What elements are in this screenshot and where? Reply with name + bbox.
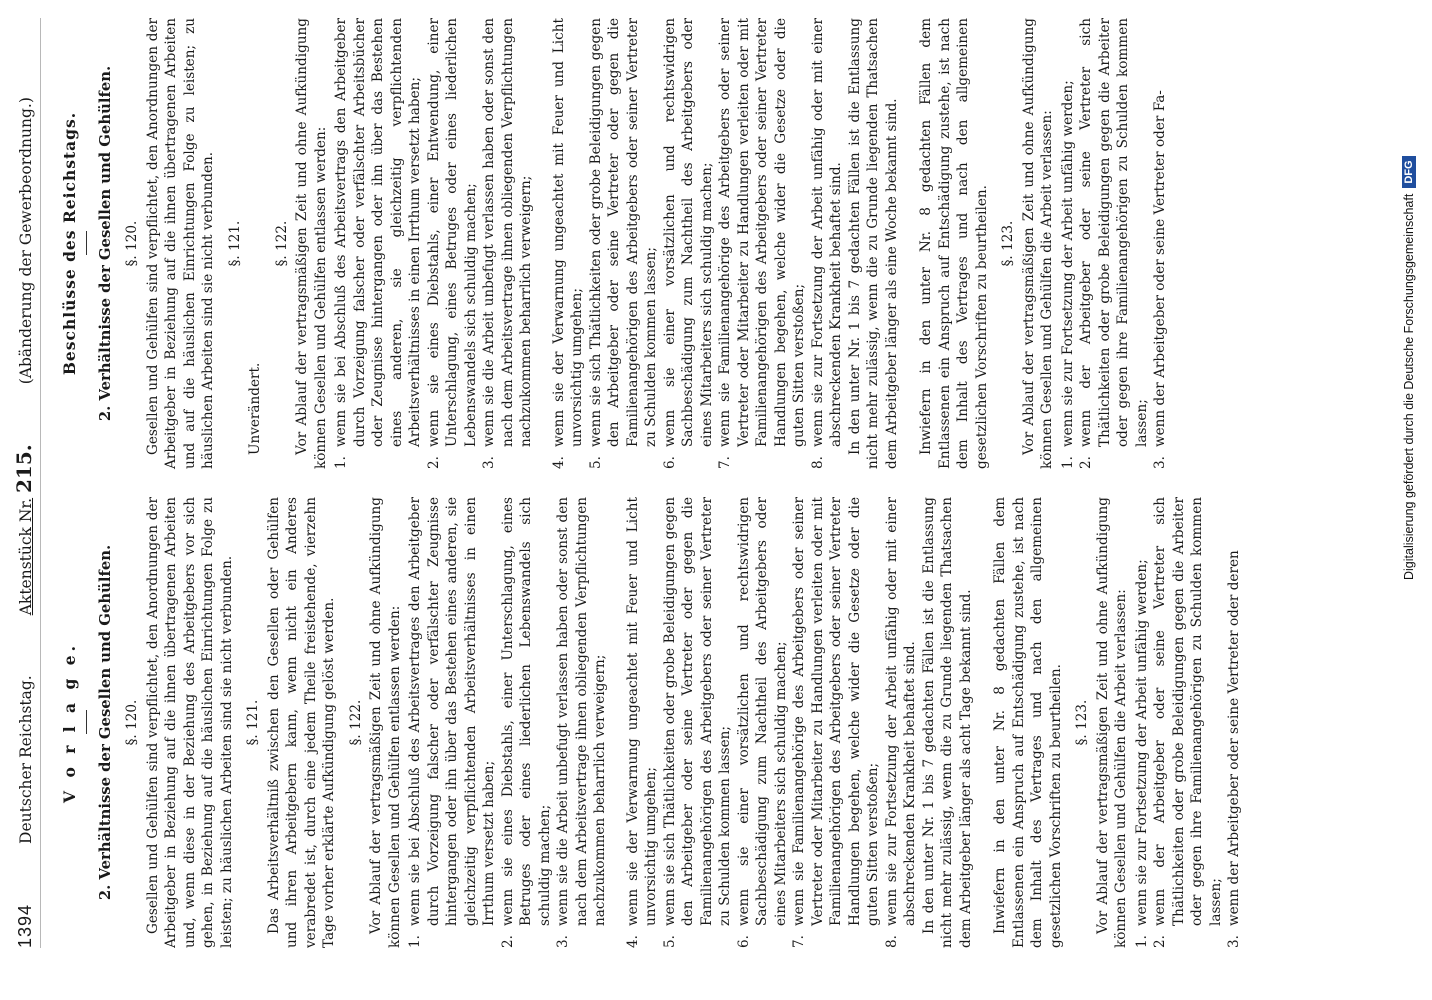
paragraph-intro-123: Vor Ablauf der vertragsmäßigen Zeit und ohne Aufkündigung können Gesellen und Gehülfen die Arbeit verlassen:: [1094, 497, 1129, 948]
item-number: 5.: [587, 456, 604, 469]
paragraph-intro-122: Vor Ablauf der vertragsmäßigen Zeit und ohne Aufkündigung können Gesellen und Gehülfen entlassen werden:: [294, 18, 329, 469]
paragraph-after2-122: Inwiefern in den unter Nr. 8 gedachten Fällen dem Entlassenen ein Anspruch auf Entschädigung zustehe, ist nach dem Inhalt des Vertrages und nach den allgemeinen gesetzlichen Vorschriften zu beurtheilen.: [918, 18, 990, 469]
item-text: wenn sie zur Fortsetzung der Arbeit unfähig oder mit einer abschreckenden Krankheit behaftet sind.: [883, 497, 918, 926]
paragraph-label-123: §. 123.: [1000, 220, 1016, 267]
page-header: [12, 18, 41, 948]
item-text: wenn der Arbeitgeber oder seine Vertreter oder deren: [1226, 550, 1242, 926]
heading-rule: [86, 711, 87, 735]
item-number: 3.: [555, 935, 571, 948]
list-item: [1059, 18, 1078, 469]
item-number: 6.: [661, 456, 678, 469]
list-item: [661, 18, 717, 469]
paragraph-label-120: §. 120.: [124, 699, 140, 746]
paragraph-label-121: §. 121.: [226, 220, 243, 267]
column-heading-beschluesse: Beschlüsse des Reichstags.: [60, 111, 79, 376]
paragraph-text-120: Gesellen und Gehülfen sind verpflichtet, den Anordnungen der Arbeitgeber in Beziehung auf die ihnen übertragenen Arbeiten und, wenn diese in der Beziehung des Arbeitgebers vor sich gehen, in Beziehung auf die häuslichen Einrichtungen Folge zu leisten; zu häuslichen Arbeiten sind sie nicht verbunden.: [144, 497, 235, 948]
list-item: [1151, 18, 1170, 469]
list-item: [809, 18, 846, 469]
paragraph-label-120: §. 120.: [124, 220, 140, 267]
item-number: 4.: [550, 456, 567, 469]
list-item: [499, 497, 555, 948]
list-item: [550, 18, 587, 469]
list-item: [790, 497, 883, 948]
paragraph-text-121: Unverändert.: [247, 362, 263, 455]
list-item: [1077, 18, 1151, 469]
column-beschluesse: [61, 18, 1244, 469]
two-column-body: [61, 18, 1244, 948]
list-item: [406, 497, 499, 948]
item-text: wenn sie zur Fortsetzung der Arbeit unfähig oder mit einer abschreckenden Krankheit behaftet sind.: [809, 18, 844, 447]
paragraph-after-122: In den unter Nr. 1 bis 7 gedachten Fällen ist die Entlassung nicht mehr zulässig, wenn die zu Grunde liegenden Thatsachen dem Arbeitgeber länger als eine Woche bekannt sind.: [846, 18, 900, 469]
publication-title: Deutscher Reichstag.: [17, 675, 35, 844]
item-number: 1.: [407, 935, 423, 948]
paragraph-label-122: §. 122.: [347, 699, 364, 746]
list-item: [332, 18, 425, 469]
list-123: [1133, 497, 1244, 948]
spacer: [536, 18, 550, 469]
digitization-credit: [1402, 20, 1416, 580]
item-text: wenn sie bei Abschluß des Arbeitsvertrages den Arbeitgeber durch Vorzeigung falscher oder verfälschter Zeugnisse hintergangen oder ihn über das Bestehen eines anderen, sie gleichzeitig verpflichtenden Arbeitsverhältnisses in einen Irrthum versetzt haben;: [407, 497, 497, 926]
paragraph-after2-122: Inwiefern in den unter Nr. 8 gedachten Fällen dem Entlassenen ein Anspruch auf Entschädigung zustehe, ist nach dem Inhalt des Vertrages und nach den allgemeinen gesetzlichen Vorschriften zu beurtheilen.: [992, 497, 1064, 948]
item-text: wenn sie der Verwarnung ungeachtet mit Feuer und Licht unvorsichtig umgehen;: [550, 18, 585, 447]
list-item: [1133, 497, 1152, 948]
item-number: 2.: [1078, 456, 1094, 469]
page-content: [12, 18, 1400, 948]
item-text: wenn sie Familienangehörige des Arbeitgebers oder seiner Vertreter oder Mitarbeiter zu Handlungen verleiten oder mit Familienangehörigen des Arbeitgebers oder seiner Vertreter Handlungen begehen, welche wider die Gesetze oder die guten Sitten verstoßen;: [791, 497, 881, 926]
dfg-logo: DFG: [1402, 156, 1416, 187]
list-item: [1225, 497, 1244, 948]
item-text: wenn der Arbeitgeber oder seine Vertreter sich Thätlichkeiten oder grobe Beleidigungen gegen die Arbeiter oder gegen ihre Familienangehörigen zu Schulden kommen lassen;: [1078, 18, 1150, 447]
paragraph-label-122: §. 122.: [273, 220, 290, 267]
section-title: 2. Verhältnisse der Gesellen und Gehülfen.: [96, 65, 114, 422]
paragraph-intro-123: Vor Ablauf der vertragsmäßigen Zeit und ohne Aufkündigung können Gesellen und Gehülfen die Arbeit verlassen:: [1020, 18, 1055, 469]
item-number: 5.: [661, 935, 678, 948]
page-number: 1394: [15, 903, 35, 948]
item-text: wenn der Arbeitgeber oder seine Vertreter oder Fa-: [1152, 90, 1168, 447]
section-title: 2. Verhältnisse der Gesellen und Gehülfen.: [96, 544, 114, 901]
item-text: wenn sie sich Thätlichkeiten oder grobe Beleidigungen gegen den Arbeitgeber oder seine Vertreter oder gegen die Familienangehörigen des Arbeitgebers oder seiner Vertreter zu Schulden kommen lassen;: [587, 18, 659, 447]
column-vorlage: [61, 497, 1244, 948]
item-text: wenn sie eines Diebstahls, einer Entwendung, einer Unterschlagung, eines Betruges oder eines liederlichen Lebenswandels sich schuldig machen;: [425, 18, 479, 447]
item-text: wenn sie eines Diebstahls, einer Unterschlagung, eines Betruges oder eines liederlichen Lebenswandels sich schuldig machen;: [499, 497, 553, 926]
item-number: 1.: [1059, 456, 1076, 469]
column-heading-vorlage: V o r l a g e.: [60, 642, 79, 803]
item-number: 1.: [333, 456, 349, 469]
file-number: 215.: [12, 444, 36, 493]
item-text: wenn sie zur Fortsetzung der Arbeit unfähig werden;: [1133, 559, 1150, 926]
spacer: [610, 497, 624, 948]
list-122: [332, 18, 846, 469]
list-item: [716, 18, 809, 469]
item-text: wenn sie sich Thätlichkeiten oder grobe Beleidigungen gegen den Arbeitgeber oder seine Vertreter oder gegen die Familienangehörigen des Arbeitgebers oder seiner Vertreter zu Schulden kommen lassen;: [661, 497, 733, 926]
item-text: wenn sie bei Abschluß des Arbeitsvertrags den Arbeitgeber durch Vorzeigung falscher oder verfälschter Arbeitsbücher oder Zeugnisse hintergangen oder ihn über das Bestehen eines anderen, sie gleichzeitig verpflichtenden Arbeitsverhältnisses in einen Irrthum versetzt haben;: [333, 18, 423, 447]
file-reference: [12, 444, 36, 615]
list-item: [480, 18, 536, 469]
item-number: 7.: [791, 935, 807, 948]
item-number: 7.: [717, 456, 733, 469]
spacer: [903, 18, 917, 469]
heading-rule: [86, 232, 87, 256]
item-number: 6.: [735, 935, 752, 948]
list-122: [406, 497, 920, 948]
item-text: wenn sie Familienangehörige des Arbeitgebers oder seiner Vertreter oder Mitarbeiter zu Handlungen verleiten oder mit Familienangehörigen des Arbeitgebers oder seiner Vertreter Handlungen begehen, welche wider die Gesetze oder die guten Sitten verstoßen;: [717, 18, 807, 447]
item-number: 2.: [1152, 935, 1168, 948]
item-text: wenn der Arbeitgeber oder seine Vertreter sich Thätlichkeiten oder grobe Beleidigungen gegen die Arbeiter oder gegen ihre Familienangehörigen zu Schulden kommen lassen;: [1152, 497, 1224, 926]
credit-text: Digitalisierung gefördert durch die Deutsche Forschungsgemeinschaft: [1402, 193, 1416, 580]
item-number: 8.: [809, 456, 826, 469]
item-number: 3.: [481, 456, 497, 469]
paragraph-label-123: §. 123.: [1074, 699, 1090, 746]
list-item: [883, 497, 920, 948]
paragraph-label-121: §. 121.: [245, 699, 261, 746]
list-item: [661, 497, 735, 948]
spacer: [977, 497, 991, 948]
list-item: [587, 18, 661, 469]
paragraph-text-120: Gesellen und Gehülfen sind verpflichtet, den Anordnungen der Arbeitgeber in Beziehung auf die ihnen übertragenen Arbeiten und auf die häuslichen Einrichtungen Folge zu leisten; zu häuslichen Arbeiten sind sie nicht verbunden.: [144, 18, 216, 469]
document-subject: (Abänderung der Gewerbeordnung.): [17, 97, 35, 385]
list-item: [624, 497, 661, 948]
item-text: wenn sie der Verwarnung ungeachtet mit Feuer und Licht unvorsichtig umgehen;: [624, 497, 659, 926]
item-text: wenn sie zur Fortsetzung der Arbeit unfähig werden;: [1059, 80, 1076, 447]
item-number: 8.: [883, 935, 900, 948]
item-number: 2.: [499, 935, 516, 948]
file-label: Aktenstück Nr.: [17, 497, 35, 616]
paragraph-text-121: Das Arbeitsverhältniß zwischen den Gesellen oder Gehülfen und ihren Arbeitgebern kann, wenn nicht ein Anderes verabredet ist, durch eine jedem Theile freistehende, vierzehn Tage vorher erklärte Aufkündigung gelöst werden.: [265, 497, 337, 948]
item-number: 3.: [1226, 935, 1242, 948]
item-number: 4.: [624, 935, 641, 948]
item-text: wenn sie einer vorsätzlichen und rechtswidrigen Sachbeschädigung zum Nachtheil des Arbeitgebers oder eines Mitarbeiters sich schuldig machen;: [735, 497, 789, 926]
item-number: 1.: [1133, 935, 1150, 948]
item-text: wenn sie einer vorsätzlichen und rechtswidrigen Sachbeschädigung zum Nachtheil des Arbeitgebers oder eines Mitarbeiters sich schuldig machen;: [661, 18, 715, 447]
paragraph-intro-122: Vor Ablauf der vertragsmäßigen Zeit und ohne Aufkündigung können Gesellen und Gehülfen entlassen werden:: [368, 497, 403, 948]
item-number: 3.: [1152, 456, 1168, 469]
item-number: 2.: [425, 456, 442, 469]
paragraph-after-122: In den unter Nr. 1 bis 7 gedachten Fällen ist die Entlassung nicht mehr zulässig, wenn die zu Grunde liegenden Thatsachen dem Arbeitgeber länger als acht Tage bekannt sind.: [920, 497, 974, 948]
list-item: [425, 18, 481, 469]
list-item: [554, 497, 610, 948]
list-item: [735, 497, 791, 948]
item-text: wenn sie die Arbeit unbefugt verlassen haben oder sonst den nach dem Arbeitsvertrage ihnen obliegenden Verpflichtungen nachzukommen beharrlich verweigern;: [555, 497, 608, 926]
list-item: [1151, 497, 1225, 948]
list-123: [1059, 18, 1170, 469]
item-text: wenn sie die Arbeit unbefugt verlassen haben oder sonst den nach dem Arbeitsvertrage ihnen obliegenden Verpflichtungen nachzukommen beharrlich verweigern;: [481, 18, 534, 447]
